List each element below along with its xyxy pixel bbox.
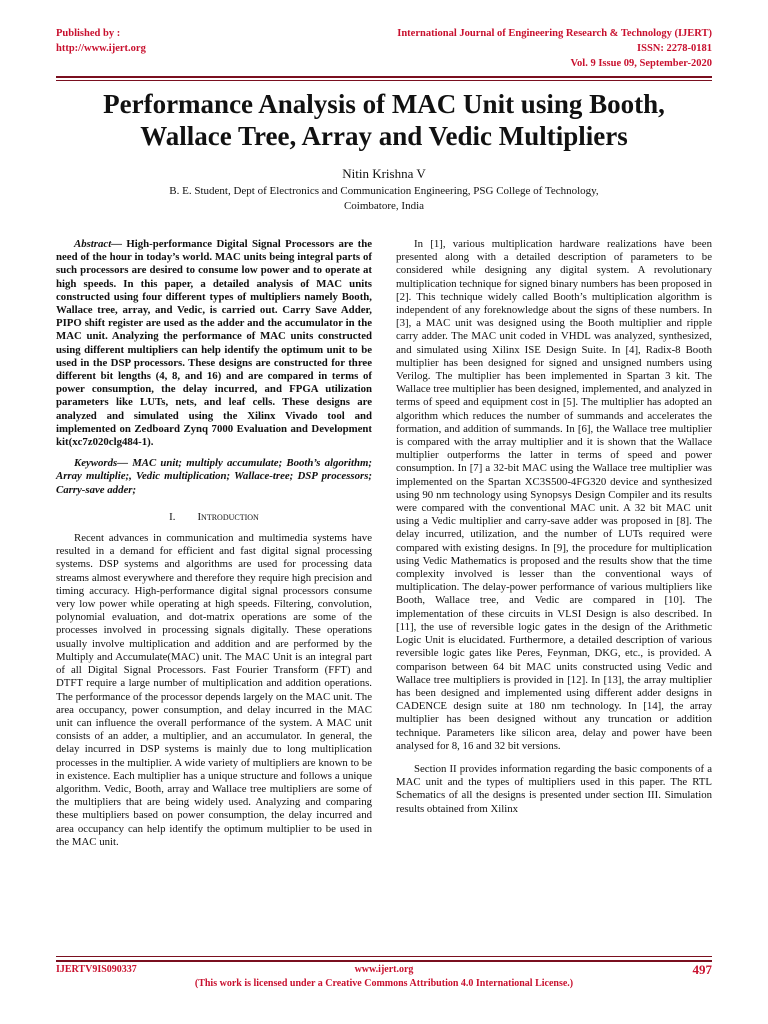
organization-paragraph: Section II provides information regarding the basic components of a MAC unit and the types of multipliers used in this paper. The RTL Schematics of all the designs is presented under section III. Simulation results obtained from Xilinx xyxy=(396,762,712,815)
paper-title xyxy=(40,88,728,152)
keywords-text: MAC unit; multiply accumulate; Booth’s algorithm; Array multiplie;, Vedic multiplication; Wallace-tree; DSP processors; Carry-save adder; xyxy=(56,457,372,496)
page-header xyxy=(56,26,712,76)
footer-site-link[interactable]: www.ijert.org xyxy=(354,964,414,975)
left-column xyxy=(56,238,372,849)
author-name: Nitin Krishna V xyxy=(342,166,426,181)
abstract xyxy=(56,238,372,449)
author-affiliation xyxy=(60,184,708,214)
literature-paragraph: In [1], various multiplication hardware realizations have been presented along with a detailed description of parameters to be considered while designing any digital system. A revolutionary multiplication technique for signed binary numbers has been proposed in [2]. This technique widely called Booth’s multiplication algorithm is independent of any foreknowledge about the signs of these numbers. In [3], a MAC unit was designed using the Booth multiplier and ripple carry adder. The MAC unit coded in VHDL was analyzed, synthesized, and simulated using Xilinx ISE Design Suite. In [4], Radix-8 Booth multiplier has been designed for signed and unsigned numbers using Verilog. The multiplier has been implemented in Spartan 3 kit. The Wallace tree multiplier has been designed, implemented, and analyzed in terms of speed and equipment cost in [5]. The multiplier has adopted an algorithm which reduces the number of summands and accelerates the formation, and addition of summands. In [6], the Wallace tree multiplier is compared with the array multiplier and it is shown that the Wallace multiplier outperforms the latter in terms of speed and power consumption. In [7] a 32-bit MAC using the Wallace tree multiplier was implemented on the Spartan XC3S500-4FG320 device and synthesized using 90 nm technology using Synopsys Design Compiler and its results were compared with the conventional MAC unit. A 32 bit MAC unit using a Vedic multiplier and carry-save adder was proposed in [8]. The delay incurred, utilization, and the number of LUTs required were compared with existing designs. In [9], the procedure for multiplication using Vedic Mathematics is proposed and the results show that the time complexity involved is lesser than the conventional ways of multiplication. The delay-power performance of various multipliers like Booth, Wallace tree, and Vedic are compared in [10]. The implementation of these circuits in VLSI Design is also described. In [11], the use of reversible logic gates in the design of the Arithmetic Logic Unit is elucidated. Furthermore, a detailed description of various reversible logic gates like Peres, Feynman, DKG, etc., is provided. A comparison between 64 bit MAC units constructed using Vedic and Wallace tree multipliers is provided in [12]. In [13], the array multiplier has been designed and implemented using different adder designs in CADENCE design suite at 180 nm technology. In [14], the array multiplier has been designed without any truncation or addition technique. Parameters like silicon area, delay and power have been analysed for 8, 16 and 32 bit versions. xyxy=(396,238,712,752)
abstract-label: Abstract— xyxy=(74,238,122,250)
right-column xyxy=(396,238,712,816)
section-number: I. xyxy=(169,510,176,523)
issn: ISSN: 2278-0181 xyxy=(637,43,712,54)
keywords xyxy=(56,457,372,497)
publisher-url-link[interactable]: http://www.ijert.org xyxy=(56,43,146,54)
intro-paragraph: Recent advances in communication and multimedia systems have resulted in a demand for efficient and fast digital signal processing systems. DSP systems and algorithms are used for processing data streams almost everywhere and therefore they require high precision and timing accuracy. High-performance digital signal processors consume very low power while operating at high speeds. Filtering, convolution, polynomial evaluation, and dot-matrix operations are some of the processes involved in processing signals digitally. These operations usually involve multiplication and addition and are performed by the Multiply and Accumulate(MAC) unit. The MAC Unit is an integral part of all Digital Signal Processors. Fast Fourier Transform (FFT) and DTFT require a large number of multiplication and addition operations. The performance of the processor depends largely on the MAC unit. The area occupancy, power consumption, and delay incurred in the MAC unit can influence the overall performance of the system. A MAC unit consists of an adder, a multiplier, and an accumulator. In general, the delay incurred in DSP systems is mainly due to long multiplication processes in the multiplier. A wide variety of multipliers are known to be in existence. Each multiplier has a unique structure and follows a unique algorithm. Vedic, Booth, array and Wallace tree multipliers are some of the multipliers that are being widely used. Analyzing and comparing these multipliers based on power consumption, the delay incurred and area occupancy can help identify the optimum multiplier to be used in the MAC unit. xyxy=(56,532,372,848)
header-rule-thin xyxy=(56,80,712,81)
title-line-1: Performance Analysis of MAC Unit using Booth, xyxy=(103,89,665,119)
header-right xyxy=(397,26,712,71)
footer-rule xyxy=(56,960,712,962)
section-title: Introduction xyxy=(197,510,259,523)
keywords-label: Keywords— xyxy=(74,457,128,470)
title-line-2: Wallace Tree, Array and Vedic Multipliers xyxy=(140,121,628,151)
page-number: 497 xyxy=(692,962,712,977)
affiliation-line-2: Coimbatore, India xyxy=(343,200,425,212)
published-by: Published by : xyxy=(56,28,121,39)
header-left xyxy=(56,26,146,56)
paper-id: IJERTV9IS090337 xyxy=(56,964,137,975)
volume-issue: Vol. 9 Issue 09, September-2020 xyxy=(570,58,712,69)
footer-rule-thin xyxy=(56,956,712,957)
license-notice: (This work is licensed under a Creative Commons Attribution 4.0 International License.) xyxy=(194,978,574,989)
affiliation-line-1: B. E. Student, Dept of Electronics and Communication Engineering, PSG College of Technology, xyxy=(169,185,599,197)
abstract-text: High-performance Digital Signal Processors are the need of the hour in today’s world. MAC units being integral parts of such processors are desired to consume low power and to operate at high speeds. In this paper, a detailed analysis of MAC units constructed using four different types of multipliers namely Booth, Wallace tree, array, and Vedic, is carried out. Carry Save Adder, PIPO shift register are used as the adder and the accumulator in the MAC unit. Analyzing the performance of MAC units constructed using different multipliers can help identify the optimum unit to be used in the DSP processors. These designs are constructed for three different bit lengths (4, 8, and 16) and are compared in terms of power consumption, the delay incurred, and FPGA utilization parameters like LUTs, nets, and leaf cells. These designs are analyzed and simulated using the Xilinx Vivado tool and implemented on Zedboard Zynq 7000 Evaluation and Development kit(xc7z020clg484-1). xyxy=(56,238,372,449)
page-footer xyxy=(56,964,712,1004)
section-heading-introduction xyxy=(56,511,372,524)
header-rule xyxy=(56,76,712,78)
journal-name: International Journal of Engineering Research & Technology (IJERT) xyxy=(397,28,712,39)
